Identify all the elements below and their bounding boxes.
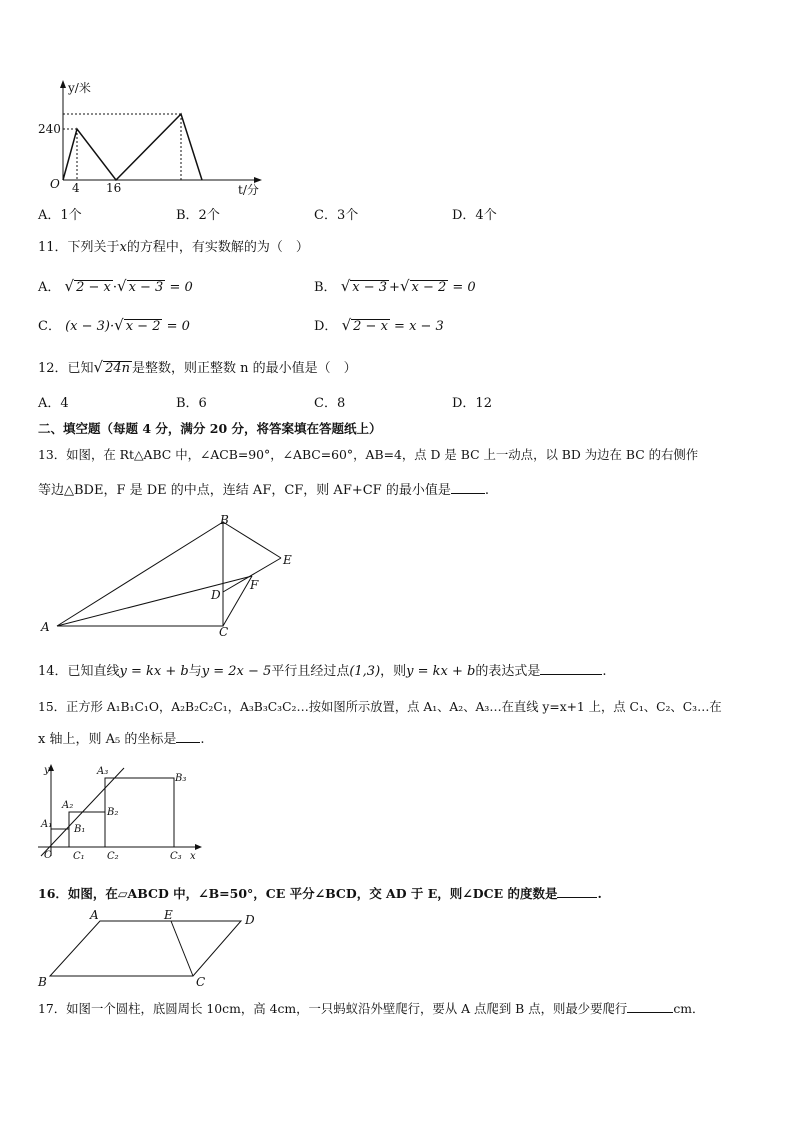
q11-option-a: A． √ 2 − x ·√ x − 3 = 0 xyxy=(38,277,193,295)
q13-label-c: C xyxy=(219,625,229,639)
q16-answer-blank xyxy=(557,885,597,898)
q11-stem: 11．下列关于x的方程中，有实数解的为（ ） xyxy=(38,240,309,255)
q15-label-a3: A₃ xyxy=(97,766,109,777)
q13-label-d: D xyxy=(211,588,221,602)
q15-label-b1: B₁ xyxy=(74,824,86,835)
q17-answer-blank xyxy=(627,1000,673,1013)
q15-label-b3: B₃ xyxy=(175,773,187,784)
q10-option-b: B．2个 xyxy=(176,208,220,223)
q12-stem: 12．已知√ 24n 是整数，则正整数 n 的最小值是（ ） xyxy=(38,358,357,376)
q15-label-x: x xyxy=(190,851,196,862)
q15-line2: x 轴上，则 A₅ 的坐标是 . xyxy=(38,732,205,747)
section-2-heading: 二、填空题（每题 4 分，满分 20 分，将答案填在答题纸上） xyxy=(38,421,382,436)
q15-label-a1: A₁ xyxy=(41,819,53,830)
q15-label-b2: B₂ xyxy=(107,807,119,818)
q15-label-y: y xyxy=(44,765,50,776)
q14-stem: 14．已知直线y = kx + b与y = 2x − 5平行且经过点(1,3)，则y = kx + b的表达式是 . xyxy=(38,664,607,679)
q12-option-b: B．6 xyxy=(176,396,207,411)
q13-line1: 13．如图，在 Rt△ABC 中，∠ACB=90°，∠ABC=60°，AB=4，点 D 是 BC 上一动点，以 BD 为边在 BC 的右侧作 xyxy=(38,447,699,462)
q11-option-d: D． √ 2 − x = x − 3 xyxy=(314,316,444,334)
q13-label-f: F xyxy=(250,578,259,592)
q12-option-d: D．12 xyxy=(452,396,492,411)
q13-label-b: B xyxy=(220,513,229,527)
graph-y-label: y/米 xyxy=(68,81,91,95)
q15-label-c2: C₂ xyxy=(107,851,119,862)
q17-stem: 17．如图一个圆柱，底圆周长 10cm，高 4cm，一只蚂蚁沿外壁爬行，要从 A 点爬到 B 点，则最少要爬行 cm． xyxy=(38,1001,705,1016)
q15-line1: 15．正方形 A₁B₁C₁O，A₂B₂C₂C₁，A₃B₃C₃C₂…按如图所示放置，点 A₁、A₂、A₃…在直线 y=x+1 上，点 C₁、C₂、C₃…在 xyxy=(38,700,722,714)
q13-figure xyxy=(40,510,310,640)
q13-line2: 等边△BDE，F 是 DE 的中点，连结 AF，CF，则 AF+CF 的最小值是 . xyxy=(38,483,489,498)
q10-option-a: A．1个 xyxy=(38,208,82,223)
graph-origin: O xyxy=(50,177,60,191)
graph-x-label: t/分 xyxy=(238,183,259,197)
graph-y-tick: 240 xyxy=(38,122,61,136)
q16-label-d: D xyxy=(245,913,255,927)
q13-answer-blank xyxy=(451,481,485,494)
q14-answer-blank xyxy=(540,662,602,675)
q12-option-c: C．8 xyxy=(314,396,346,411)
q16-label-e: E xyxy=(164,908,173,922)
q12-option-a: A．4 xyxy=(38,396,69,411)
q13-label-a: A xyxy=(41,620,50,634)
q16-stem: 16．如图，在▱ABCD 中，∠B=50°，CE 平分∠BCD，交 AD 于 E，则∠DCE 的度数是 . xyxy=(38,886,602,901)
q16-label-c: C xyxy=(196,975,206,989)
q16-label-b: B xyxy=(38,975,47,989)
q16-figure xyxy=(44,914,254,984)
q15-answer-blank xyxy=(176,730,200,743)
q15-label-c3: C₃ xyxy=(170,851,182,862)
q16-label-a: A xyxy=(90,908,99,922)
y-axis-arrow xyxy=(60,80,66,88)
q15-label-a2: A₂ xyxy=(62,800,74,811)
q15-label-o: O xyxy=(44,850,53,861)
graph-x-tick-16: 16 xyxy=(106,181,122,195)
q13-label-e: E xyxy=(283,553,292,567)
graph-x-tick-4: 4 xyxy=(72,181,80,195)
q10-option-d: D．4个 xyxy=(452,208,497,223)
q15-label-c1: C₁ xyxy=(73,851,85,862)
q10-option-c: C．3个 xyxy=(314,208,359,223)
q11-option-b: B． √ x − 3 +√ x − 2 = 0 xyxy=(314,277,476,295)
q11-option-c: C． (x − 3)·√ x − 2 = 0 xyxy=(38,316,190,334)
